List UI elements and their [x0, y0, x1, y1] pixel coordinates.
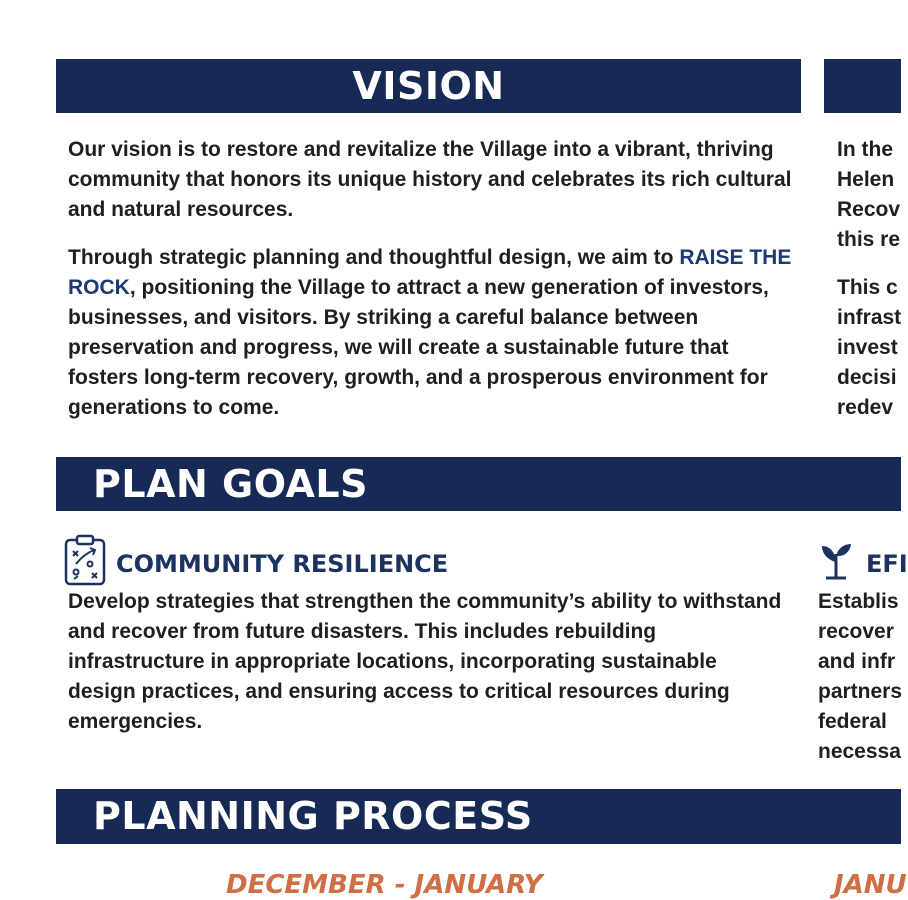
right-column-header-bar	[824, 59, 901, 113]
vision-paragraph-2	[68, 243, 798, 423]
right-line: redev	[837, 396, 894, 419]
goal-2-text	[818, 587, 901, 767]
goal-2-line: necessa	[818, 740, 901, 763]
vision-title: VISION	[352, 64, 505, 108]
goal-2-line: federal	[818, 710, 887, 733]
goal-2-title: EFI	[866, 550, 908, 578]
goal-2-line: Establis	[818, 590, 899, 613]
goal-2-line: and infr	[818, 650, 895, 673]
right-line: This c	[837, 276, 898, 299]
plan-goals-title: PLAN GOALS	[93, 462, 368, 506]
vision-paragraph-1: Our vision is to restore and revitalize the Village into a vibrant, thriving community that honors its unique history and celebrates its rich cultural and natural resources.	[68, 138, 792, 221]
phase-1-date: DECEMBER - JANUARY	[226, 870, 543, 900]
right-line: invest	[837, 336, 898, 359]
strategy-clipboard-icon	[64, 534, 106, 586]
vision-header-bar	[56, 59, 801, 113]
right-line: infrast	[837, 306, 902, 329]
vision-paragraph-2-prefix: Through strategic planning and thoughtful design, we aim to	[68, 246, 680, 269]
goal-2-line: partners	[818, 680, 903, 703]
planning-process-header-bar	[56, 789, 901, 844]
right-line: Helen	[837, 168, 895, 191]
right-line: decisi	[837, 366, 897, 389]
right-column-paragraph-1	[837, 135, 901, 255]
planning-process-title: PLANNING PROCESS	[93, 794, 533, 838]
community-resilience-text: Develop strategies that strengthen the community’s ability to withstand and recover from future disasters. This includes rebuilding infrastructure in appropriate locations, incorporating sustainable design practices, and ensuring access to critical resources during emergencies.	[68, 590, 782, 733]
vision-paragraph-2-suffix: , positioning the Village to attract a new generation of investors, businesses, and visitors. By striking a careful balance between preservation and progress, we will create a sustainable future that fosters long-term recovery, growth, and a prosperous environment for generations to come.	[68, 276, 769, 419]
right-column-paragraph-2	[837, 273, 901, 423]
sprout-icon	[818, 538, 854, 580]
goal-2-line: recover	[818, 620, 894, 643]
plan-goals-header-bar	[56, 457, 901, 511]
right-line: Recov	[837, 198, 901, 221]
right-line: In the	[837, 138, 893, 161]
raise-the-rock-highlight: RAISE THE ROCK	[68, 246, 792, 299]
right-line: this re	[837, 228, 901, 251]
phase-2-date: JANU	[834, 870, 907, 900]
community-resilience-title: COMMUNITY RESILIENCE	[116, 550, 449, 578]
